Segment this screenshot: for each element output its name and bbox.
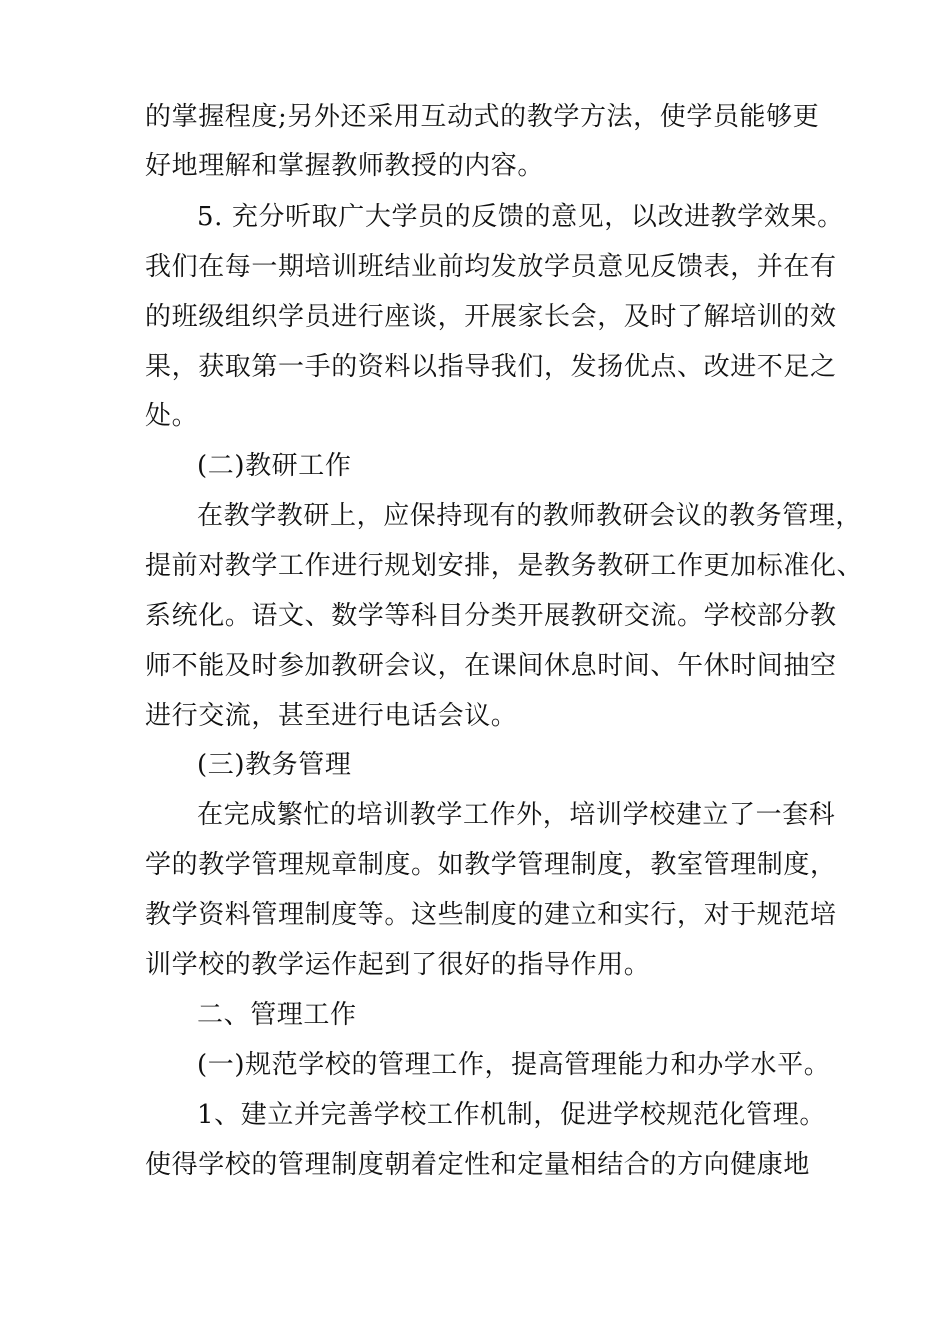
text-line: 在完成繁忙的培训教学工作外，培训学校建立了一套科 (197, 800, 836, 830)
text-line: 提前对教学工作进行规划安排，是教务教研工作更加标准化、 (145, 551, 864, 581)
text-line: 处。 (145, 401, 199, 431)
text-line: 1、建立并完善学校工作机制，促进学校规范化管理。 (197, 1100, 826, 1130)
text-line: 系统化。语文、数学等科目分类开展教研交流。学校部分教 (145, 601, 837, 631)
text-line: 的班级组织学员进行座谈，开展家长会，及时了解培训的效 (145, 302, 837, 332)
text-line: 师不能及时参加教研会议，在课间休息时间、午休时间抽空 (145, 651, 837, 681)
text-line: 我们在每一期培训班结业前均发放学员意见反馈表，并在有 (145, 252, 837, 282)
text-line: 使得学校的管理制度朝着定性和定量相结合的方向健康地 (145, 1150, 811, 1180)
text-line: 训学校的教学运作起到了很好的指导作用。 (145, 950, 651, 980)
text-line: 在教学教研上，应保持现有的教师教研会议的教务管理， (197, 501, 863, 531)
section-heading: 二、管理工作 (197, 1000, 357, 1030)
section-heading: (二)教研工作 (197, 451, 352, 481)
text-line: 进行交流，甚至进行电话会议。 (145, 701, 518, 731)
subsection-heading: (一)规范学校的管理工作，提高管理能力和办学水平。 (197, 1050, 831, 1080)
text-line: 的掌握程度;另外还采用互动式的教学方法，使学员能够更 (145, 102, 820, 132)
text-line: 好地理解和掌握教师教授的内容。 (145, 151, 545, 181)
section-heading: (三)教务管理 (197, 750, 352, 780)
text-line: 学的教学管理规章制度。如教学管理制度，教室管理制度， (145, 850, 837, 880)
text-line: 教学资料管理制度等。这些制度的建立和实行，对于规范培 (145, 900, 837, 930)
text-line: 5. 充分听取广大学员的反馈的意见，以改进教学效果。 (197, 202, 844, 232)
text-line: 果，获取第一手的资料以指导我们，发扬优点、改进不足之 (145, 352, 837, 382)
